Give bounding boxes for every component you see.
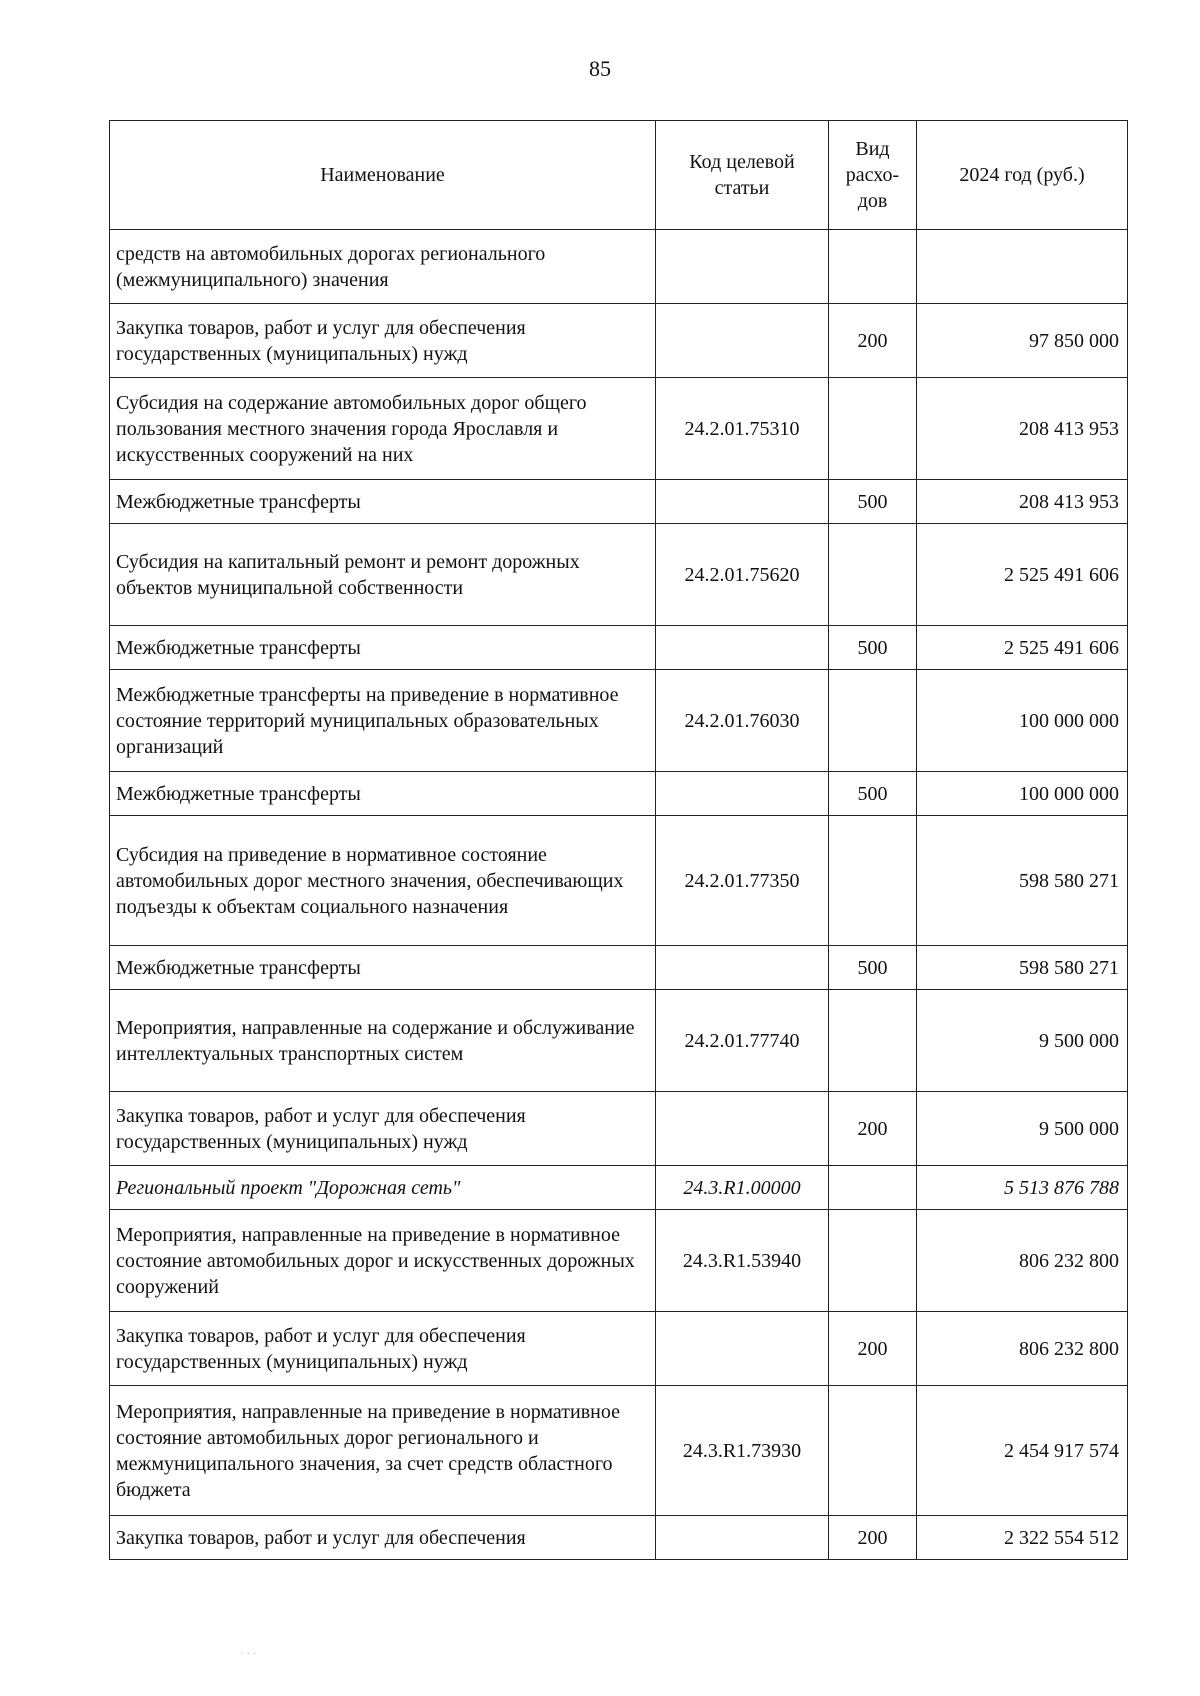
row-type bbox=[829, 230, 917, 304]
row-type: 200 bbox=[829, 304, 917, 378]
header-amount: 2024 год (руб.) bbox=[917, 121, 1128, 230]
row-name: Мероприятия, направленные на содержание и обслуживание интеллектуальных транспортных систем bbox=[110, 990, 656, 1092]
row-name: Субсидия на содержание автомобильных дорог общего пользования местного значения города Ярославля и искусственных сооружений на них bbox=[110, 378, 656, 480]
row-name: Межбюджетные трансферты bbox=[110, 772, 656, 816]
table-row bbox=[110, 524, 1128, 626]
table-row bbox=[110, 480, 1128, 524]
row-code: 24.2.01.75310 bbox=[656, 378, 829, 480]
page-number: 85 bbox=[589, 56, 611, 81]
row-name: Субсидия на капитальный ремонт и ремонт дорожных объектов муниципальной собственности bbox=[110, 524, 656, 626]
row-code: 24.3.R1.53940 bbox=[656, 1210, 829, 1312]
row-code bbox=[656, 230, 829, 304]
row-amount: 9 500 000 bbox=[917, 990, 1128, 1092]
row-code: 24.2.01.75620 bbox=[656, 524, 829, 626]
table-row bbox=[110, 1210, 1128, 1312]
row-name: Мероприятия, направленные на приведение в нормативное состояние автомобильных дорог и искусственных дорожных сооружений bbox=[110, 1210, 656, 1312]
header-type: Вид расхо-дов bbox=[829, 121, 917, 230]
row-name: Субсидия на приведение в нормативное состояние автомобильных дорог местного значения, обеспечивающих подъезды к объектам социального назначения bbox=[110, 816, 656, 946]
row-code: 24.3.R1.00000 bbox=[656, 1166, 829, 1210]
row-name: Межбюджетные трансферты bbox=[110, 626, 656, 670]
table-header-row bbox=[110, 121, 1128, 230]
header-name: Наименование bbox=[110, 121, 656, 230]
row-code bbox=[656, 946, 829, 990]
row-name: Закупка товаров, работ и услуг для обеспечения государственных (муниципальных) нужд bbox=[110, 1092, 656, 1166]
scan-artifact: · · · bbox=[240, 1648, 257, 1660]
row-type: 500 bbox=[829, 946, 917, 990]
row-amount: 2 525 491 606 bbox=[917, 524, 1128, 626]
row-amount: 806 232 800 bbox=[917, 1210, 1128, 1312]
row-type bbox=[829, 670, 917, 772]
row-code: 24.2.01.77350 bbox=[656, 816, 829, 946]
row-amount: 2 454 917 574 bbox=[917, 1386, 1128, 1516]
row-amount: 100 000 000 bbox=[917, 772, 1128, 816]
row-code bbox=[656, 304, 829, 378]
table-row bbox=[110, 816, 1128, 946]
row-code bbox=[656, 626, 829, 670]
row-code bbox=[656, 1312, 829, 1386]
row-amount: 806 232 800 bbox=[917, 1312, 1128, 1386]
row-name: Закупка товаров, работ и услуг для обеспечения государственных (муниципальных) нужд bbox=[110, 304, 656, 378]
row-type: 200 bbox=[829, 1516, 917, 1560]
row-name: Мероприятия, направленные на приведение в нормативное состояние автомобильных дорог регионального и межмуниципального значения, за счет средств областного бюджета bbox=[110, 1386, 656, 1516]
row-name: Закупка товаров, работ и услуг для обеспечения государственных (муниципальных) нужд bbox=[110, 1312, 656, 1386]
row-type: 500 bbox=[829, 626, 917, 670]
row-code bbox=[656, 480, 829, 524]
row-type bbox=[829, 816, 917, 946]
header-code: Код целевой статьи bbox=[656, 121, 829, 230]
row-amount: 100 000 000 bbox=[917, 670, 1128, 772]
row-type bbox=[829, 524, 917, 626]
row-type: 200 bbox=[829, 1092, 917, 1166]
row-name: Закупка товаров, работ и услуг для обеспечения bbox=[110, 1516, 656, 1560]
row-amount: 9 500 000 bbox=[917, 1092, 1128, 1166]
table-row bbox=[110, 1166, 1128, 1210]
table-row bbox=[110, 946, 1128, 990]
row-name: Региональный проект "Дорожная сеть" bbox=[110, 1166, 656, 1210]
row-type bbox=[829, 1386, 917, 1516]
row-amount: 2 322 554 512 bbox=[917, 1516, 1128, 1560]
table-row bbox=[110, 1312, 1128, 1386]
table-row bbox=[110, 1386, 1128, 1516]
row-name: средств на автомобильных дорогах регионального (межмуниципального) значения bbox=[110, 230, 656, 304]
row-type bbox=[829, 378, 917, 480]
row-type bbox=[829, 1166, 917, 1210]
row-code bbox=[656, 772, 829, 816]
table-row bbox=[110, 626, 1128, 670]
row-type: 500 bbox=[829, 480, 917, 524]
row-code: 24.2.01.77740 bbox=[656, 990, 829, 1092]
row-amount bbox=[917, 230, 1128, 304]
table-row bbox=[110, 1516, 1128, 1560]
row-amount: 208 413 953 bbox=[917, 480, 1128, 524]
row-amount: 2 525 491 606 bbox=[917, 626, 1128, 670]
budget-table bbox=[109, 120, 1128, 1560]
row-code bbox=[656, 1516, 829, 1560]
row-type bbox=[829, 990, 917, 1092]
row-type bbox=[829, 1210, 917, 1312]
row-code bbox=[656, 1092, 829, 1166]
table-row bbox=[110, 230, 1128, 304]
row-amount: 5 513 876 788 bbox=[917, 1166, 1128, 1210]
table-row bbox=[110, 670, 1128, 772]
row-amount: 598 580 271 bbox=[917, 946, 1128, 990]
table-row bbox=[110, 378, 1128, 480]
table-row bbox=[110, 1092, 1128, 1166]
table-row bbox=[110, 772, 1128, 816]
row-amount: 208 413 953 bbox=[917, 378, 1128, 480]
row-name: Межбюджетные трансферты bbox=[110, 946, 656, 990]
table-row bbox=[110, 304, 1128, 378]
row-amount: 97 850 000 bbox=[917, 304, 1128, 378]
row-code: 24.2.01.76030 bbox=[656, 670, 829, 772]
row-name: Межбюджетные трансферты bbox=[110, 480, 656, 524]
row-name: Межбюджетные трансферты на приведение в нормативное состояние территорий муниципальных образовательных организаций bbox=[110, 670, 656, 772]
row-code: 24.3.R1.73930 bbox=[656, 1386, 829, 1516]
row-type: 500 bbox=[829, 772, 917, 816]
row-amount: 598 580 271 bbox=[917, 816, 1128, 946]
table-row bbox=[110, 990, 1128, 1092]
row-type: 200 bbox=[829, 1312, 917, 1386]
